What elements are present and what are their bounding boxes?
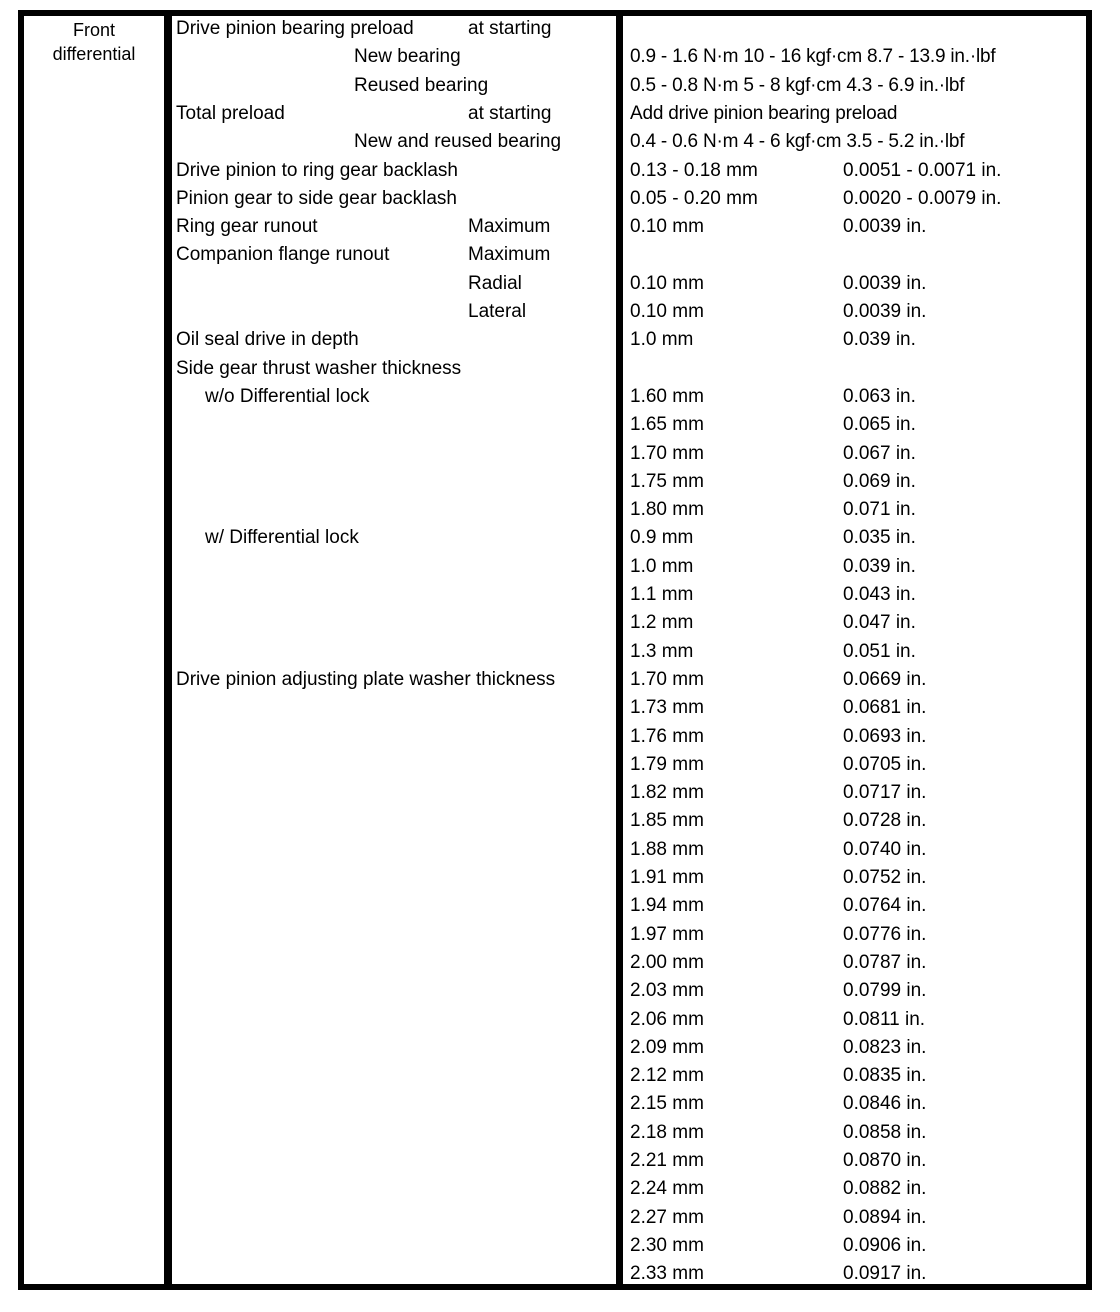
table-row: [0, 213, 1120, 241]
spec-value: 0.065 in.: [843, 414, 916, 436]
spec-value: 0.0776 in.: [843, 923, 927, 945]
spec-value: 1.70 mm: [630, 442, 704, 464]
spec-value: 0.0894 in.: [843, 1206, 927, 1228]
spec-value: 0.9 mm: [630, 527, 694, 549]
spec-value: 0.067 in.: [843, 442, 916, 464]
spec-value: 2.15 mm: [630, 1093, 704, 1115]
spec-value: 0.05 - 0.20 mm: [630, 187, 758, 209]
spec-label: Radial: [468, 272, 522, 294]
spec-label: Drive pinion to ring gear backlash: [176, 159, 458, 181]
table-row: [0, 836, 1120, 864]
spec-label: Ring gear runout: [176, 216, 318, 238]
table-row: [0, 694, 1120, 722]
spec-value: 0.0039 in.: [843, 272, 927, 294]
spec-value: 0.10 mm: [630, 272, 704, 294]
table-row: [0, 298, 1120, 326]
table-row: [0, 1119, 1120, 1147]
spec-value: 1.70 mm: [630, 668, 704, 690]
spec-label: w/o Differential lock: [205, 385, 370, 407]
spec-value: 0.0917 in.: [843, 1263, 927, 1285]
table-row: [0, 1062, 1120, 1090]
table-row: [0, 1260, 1120, 1288]
spec-value: 2.33 mm: [630, 1263, 704, 1285]
spec-value: 2.21 mm: [630, 1150, 704, 1171]
spec-label: at starting: [468, 18, 552, 39]
spec-value: 0.0039 in.: [843, 301, 927, 322]
table-row: [0, 977, 1120, 1005]
spec-value: 0.0787 in.: [843, 951, 927, 973]
spec-value: 0.0740 in.: [843, 838, 927, 860]
spec-value: 2.30 mm: [630, 1234, 704, 1256]
table-row: [0, 581, 1120, 609]
spec-value: 0.9 - 1.6 N·m 10 - 16 kgf·cm 8.7 - 13.9 in.·lbf: [630, 46, 996, 68]
spec-value: 1.1 mm: [630, 584, 694, 605]
spec-value: 1.82 mm: [630, 782, 704, 804]
spec-value: 0.0799 in.: [843, 980, 927, 1002]
table-row: [0, 723, 1120, 751]
spec-value: 2.00 mm: [630, 951, 704, 973]
spec-label: Oil seal drive in depth: [176, 329, 359, 351]
spec-value: 0.0882 in.: [843, 1178, 927, 1200]
spec-value: 0.0835 in.: [843, 1065, 927, 1087]
spec-value: 0.5 - 0.8 N·m 5 - 8 kgf·cm 4.3 - 6.9 in.·lbf: [630, 74, 965, 96]
table-row: [0, 1175, 1120, 1203]
spec-value: 0.0906 in.: [843, 1234, 927, 1256]
table-row: [0, 609, 1120, 637]
spec-value: 0.10 mm: [630, 216, 704, 238]
spec-label: at starting: [468, 102, 552, 124]
spec-label: Side gear thrust washer thickness: [176, 357, 462, 379]
spec-value: 0.0846 in.: [843, 1093, 927, 1115]
spec-value: 1.0 mm: [630, 555, 694, 577]
table-row: [0, 468, 1120, 496]
spec-value: 0.071 in.: [843, 499, 916, 521]
spec-value: 0.035 in.: [843, 527, 916, 549]
spec-value: 0.0693 in.: [843, 725, 927, 747]
table-row: [0, 864, 1120, 892]
table-row: [0, 72, 1120, 100]
table-row: [0, 807, 1120, 835]
spec-value: 0.039 in.: [843, 555, 916, 577]
spec-label: New bearing: [354, 46, 461, 68]
spec-value: 2.03 mm: [630, 980, 704, 1002]
spec-label: Reused bearing: [354, 74, 489, 96]
spec-label: Total preload: [176, 102, 285, 124]
spec-value: 1.75 mm: [630, 470, 704, 492]
spec-value: 2.24 mm: [630, 1178, 704, 1200]
spec-value: 1.79 mm: [630, 753, 704, 775]
table-row: [0, 553, 1120, 581]
table-row: [0, 383, 1120, 411]
spec-value: 0.047 in.: [843, 612, 916, 634]
spec-label: Maximum: [468, 216, 551, 238]
spec-value: 0.0728 in.: [843, 810, 927, 832]
table-row: [0, 921, 1120, 949]
table-row: [0, 440, 1120, 468]
category-label-line-1: Front: [72, 20, 115, 40]
spec-value: 1.65 mm: [630, 414, 704, 436]
table-row: [0, 1204, 1120, 1232]
spec-value: 1.94 mm: [630, 895, 704, 917]
spec-value: 0.0039 in.: [843, 216, 927, 238]
spec-value: 0.0870 in.: [843, 1150, 927, 1171]
spec-value: 1.2 mm: [630, 612, 694, 634]
table-row: [0, 43, 1120, 71]
spec-value: 0.0717 in.: [843, 782, 927, 804]
spec-value: Add drive pinion bearing preload: [630, 102, 898, 124]
spec-value: 2.12 mm: [630, 1065, 704, 1087]
table-row: [0, 892, 1120, 920]
spec-value: 0.0811 in.: [843, 1008, 926, 1030]
table-row: [0, 15, 1120, 43]
table-row: [0, 1090, 1120, 1118]
table-row: [0, 241, 1120, 269]
spec-value: 0.039 in.: [843, 329, 916, 351]
table-row: [0, 1232, 1120, 1260]
table-row: [0, 157, 1120, 185]
table-row: [0, 949, 1120, 977]
spec-value: 1.85 mm: [630, 810, 704, 832]
spec-value: 0.043 in.: [843, 584, 916, 605]
spec-value: 1.88 mm: [630, 838, 704, 860]
spec-label: Drive pinion adjusting plate washer thickness: [176, 668, 556, 690]
spec-label: Companion flange runout: [176, 244, 390, 266]
spec-label: New and reused bearing: [354, 131, 562, 153]
table-row: [0, 270, 1120, 298]
spec-label: w/ Differential lock: [205, 527, 359, 549]
spec-value: 0.10 mm: [630, 301, 704, 322]
spec-value: 0.0681 in.: [843, 697, 927, 719]
spec-value: 0.063 in.: [843, 385, 916, 407]
spec-value: 2.18 mm: [630, 1121, 704, 1143]
spec-value: 1.60 mm: [630, 385, 704, 407]
table-row: [0, 524, 1120, 552]
spec-value: 0.069 in.: [843, 470, 916, 492]
spec-value: 2.27 mm: [630, 1206, 704, 1228]
table-row: [0, 751, 1120, 779]
spec-value: 1.0 mm: [630, 329, 694, 351]
table-row: [0, 128, 1120, 156]
table-row: [0, 185, 1120, 213]
spec-value: 1.97 mm: [630, 923, 704, 945]
table-row: [0, 1147, 1120, 1175]
spec-value: 0.0858 in.: [843, 1121, 927, 1143]
spec-value: 0.051 in.: [843, 640, 916, 662]
table-row: [0, 1006, 1120, 1034]
table-row: [0, 496, 1120, 524]
spec-value: 0.13 - 0.18 mm: [630, 159, 758, 181]
spec-label: Maximum: [468, 244, 551, 266]
spec-value: 0.0669 in.: [843, 668, 927, 690]
spec-value: 2.06 mm: [630, 1008, 704, 1030]
table-row: [0, 1034, 1120, 1062]
spec-label: Drive pinion bearing preload: [176, 18, 414, 39]
spec-value: 0.0752 in.: [843, 867, 927, 888]
spec-value: 1.76 mm: [630, 725, 704, 747]
table-row: [0, 638, 1120, 666]
spec-label: Pinion gear to side gear backlash: [176, 187, 457, 209]
spec-value: 0.0764 in.: [843, 895, 927, 917]
spec-value: 0.0705 in.: [843, 753, 927, 775]
spec-value: 0.0051 - 0.0071 in.: [843, 159, 1002, 181]
spec-value: 1.73 mm: [630, 697, 704, 719]
spec-value: 1.3 mm: [630, 640, 694, 662]
spec-value: 0.4 - 0.6 N·m 4 - 6 kgf·cm 3.5 - 5.2 in.·lbf: [630, 131, 965, 153]
table-row: [0, 100, 1120, 128]
spec-value: 1.80 mm: [630, 499, 704, 521]
spec-value: 1.91 mm: [630, 867, 704, 888]
category-label-line-2: differential: [52, 44, 136, 64]
spec-value: 0.0823 in.: [843, 1036, 927, 1058]
table-row: [0, 411, 1120, 439]
spec-label: Lateral: [468, 301, 527, 322]
table-row: [0, 355, 1120, 383]
table-row: [0, 666, 1120, 694]
spec-value: 0.0020 - 0.0079 in.: [843, 187, 1002, 209]
table-row: [0, 326, 1120, 354]
table-row: [0, 779, 1120, 807]
spec-value: 2.09 mm: [630, 1036, 704, 1058]
